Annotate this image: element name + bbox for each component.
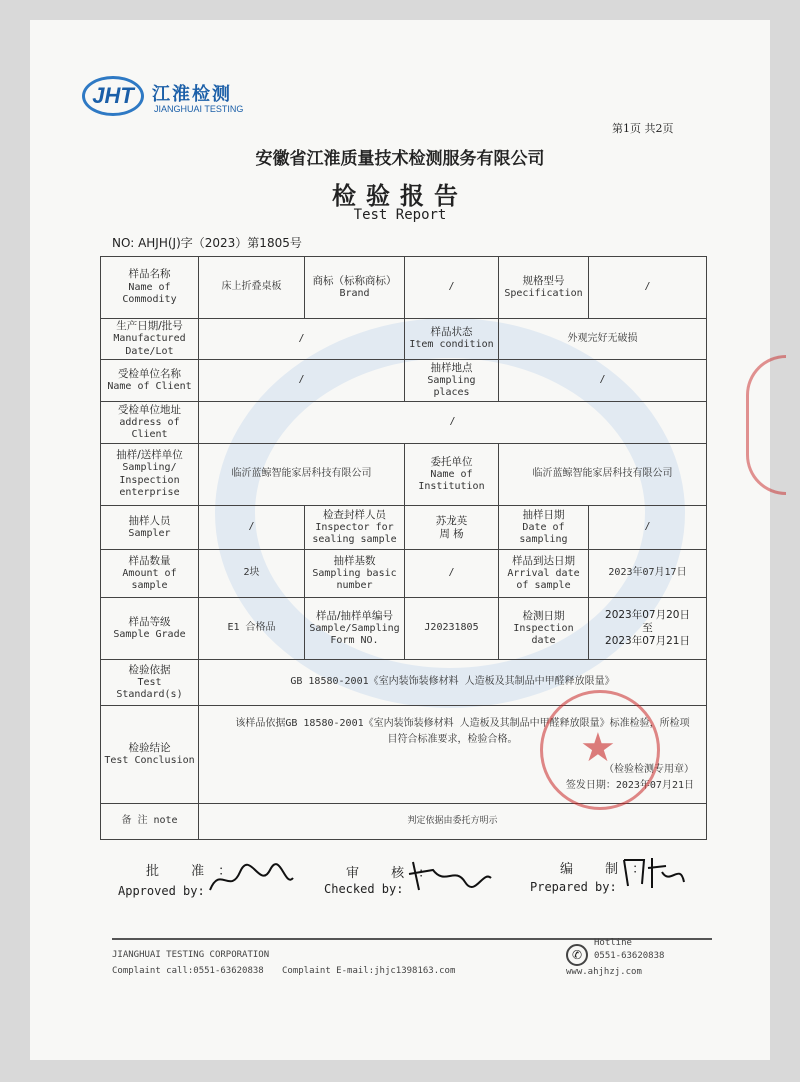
report-subtitle: Test Report (353, 207, 447, 223)
field-label: 样品数量 Amount of sample (101, 550, 199, 598)
table-row (101, 257, 707, 319)
field-value: J20231805 (405, 598, 499, 660)
footer-website: www.ahjhzj.com (566, 967, 642, 977)
field-value: 2023年07月20日 至 2023年07月21日 (589, 598, 707, 660)
field-value: 判定依据由委托方明示 (199, 804, 707, 840)
table-row (101, 444, 707, 506)
field-label: 样品到达日期 Arrival date of sample (499, 550, 589, 598)
field-label: 受检单位名称 Name of Client (101, 360, 199, 402)
field-value: / (199, 360, 405, 402)
signature-scribble-icon (205, 860, 295, 900)
table-row (101, 360, 707, 402)
field-value: 外观完好无破损 (499, 319, 707, 360)
field-label: 商标（标称商标） Brand (305, 257, 405, 319)
field-value: / (199, 319, 405, 360)
field-label: 样品等级 Sample Grade (101, 598, 199, 660)
field-value: E1 合格品 (199, 598, 305, 660)
phone-icon: ✆ (566, 944, 588, 966)
stamp-note: （检验检测专用章） (604, 763, 694, 775)
field-label: 样品状态 Item condition (405, 319, 499, 360)
signature-scribble-icon (405, 856, 495, 896)
footer-hotline: 0551-63620838 (594, 951, 665, 961)
field-label: 检验结论 Test Conclusion (101, 706, 199, 804)
field-value: 临沂蓝鲸智能家居科技有限公司 (499, 444, 707, 506)
prepared-label-cn: 编 制： (560, 862, 660, 877)
field-value: GB 18580-2001《室内装饰装修材料 人造板及其制品中甲醛释放限量》 (199, 660, 707, 706)
seal-star-icon: ★ (580, 725, 616, 771)
approved-label-en: Approved by: (118, 884, 205, 898)
prepared-label-en: Prepared by: (530, 880, 617, 894)
official-seal (540, 690, 660, 810)
field-label: 检查封样人员 Inspector for sealing sample (305, 506, 405, 550)
field-label: 生产日期/批号 Manufactured Date/Lot (101, 319, 199, 360)
field-value: / (405, 550, 499, 598)
checked-label-cn: 审 核： (346, 866, 446, 881)
logo-mark: JHT (82, 76, 144, 116)
prepared-signature (618, 852, 688, 896)
field-label: 样品名称 Name of Commodity (101, 257, 199, 319)
field-value: 床上折叠桌板 (199, 257, 305, 319)
conclusion-text: 该样品依据GB 18580-2001《室内装饰装修材料 人造板及其制品中甲醛释放限量》标准检验，所检项目符合标准要求，检验合格。 (235, 717, 690, 745)
field-value: 2块 (199, 550, 305, 598)
field-label: 检验依据 Test Standard(s) (101, 660, 199, 706)
field-label: 抽样地点 Sampling places (405, 360, 499, 402)
field-label: 受检单位地址 address of Client (101, 402, 199, 444)
issue-date: 签发日期：2023年07月21日 (565, 779, 694, 791)
checked-signature (405, 856, 495, 900)
field-value: / (199, 506, 305, 550)
field-value: / (499, 360, 707, 402)
approved-label-cn: 批 准： (146, 864, 246, 879)
field-label: 检测日期 Inspection date (499, 598, 589, 660)
field-value: / (589, 257, 707, 319)
logo-name-cn: 江淮检测 (152, 84, 232, 105)
table-row (101, 506, 707, 550)
footer-complaint-call: Complaint call:0551-63620838 (112, 966, 264, 976)
field-label: 抽样基数 Sampling basic number (305, 550, 405, 598)
table-row (101, 319, 707, 360)
footer-corp: JIANGHUAI TESTING CORPORATION (112, 950, 270, 960)
field-label: 抽样人员 Sampler (101, 506, 199, 550)
table-row (101, 550, 707, 598)
field-label: 委托单位 Name of Institution (405, 444, 499, 506)
table-row (101, 804, 707, 840)
field-value: 2023年07月17日 (589, 550, 707, 598)
field-value: 苏龙英 周 杨 (405, 506, 499, 550)
field-value: / (199, 402, 707, 444)
company-name: 安徽省江淮质量技术检测服务有限公司 (255, 149, 545, 169)
report-number: NO: AHJH(J)字（2023）第1805号 (112, 236, 302, 250)
field-label: 规格型号 Specification (499, 257, 589, 319)
logo-name-en: JIANGHUAI TESTING (154, 104, 244, 114)
field-value: / (405, 257, 499, 319)
report-title: 检验报告 (332, 182, 468, 210)
company-logo (82, 72, 292, 122)
page-number: 第1页 共2页 (612, 122, 674, 135)
field-label: 抽样日期 Date of sampling (499, 506, 589, 550)
table-row (101, 402, 707, 444)
field-label: 样品/抽样单编号 Sample/Sampling Form NO. (305, 598, 405, 660)
footer-hotline-label: Hotline (594, 938, 632, 948)
approved-signature (205, 860, 295, 906)
footer-complaint-email: Complaint E-mail:jhjc1398163.com (282, 966, 456, 976)
table-row (101, 598, 707, 660)
signature-scribble-icon (618, 852, 688, 892)
field-value: / (589, 506, 707, 550)
checked-label-en: Checked by: (324, 882, 404, 896)
field-label: 抽样/送样单位 Sampling/ Inspection enterprise (101, 444, 199, 506)
field-value: 临沂蓝鲸智能家居科技有限公司 (199, 444, 405, 506)
field-label: 备 注 note (101, 804, 199, 840)
seal-edge-stamp (746, 355, 786, 495)
